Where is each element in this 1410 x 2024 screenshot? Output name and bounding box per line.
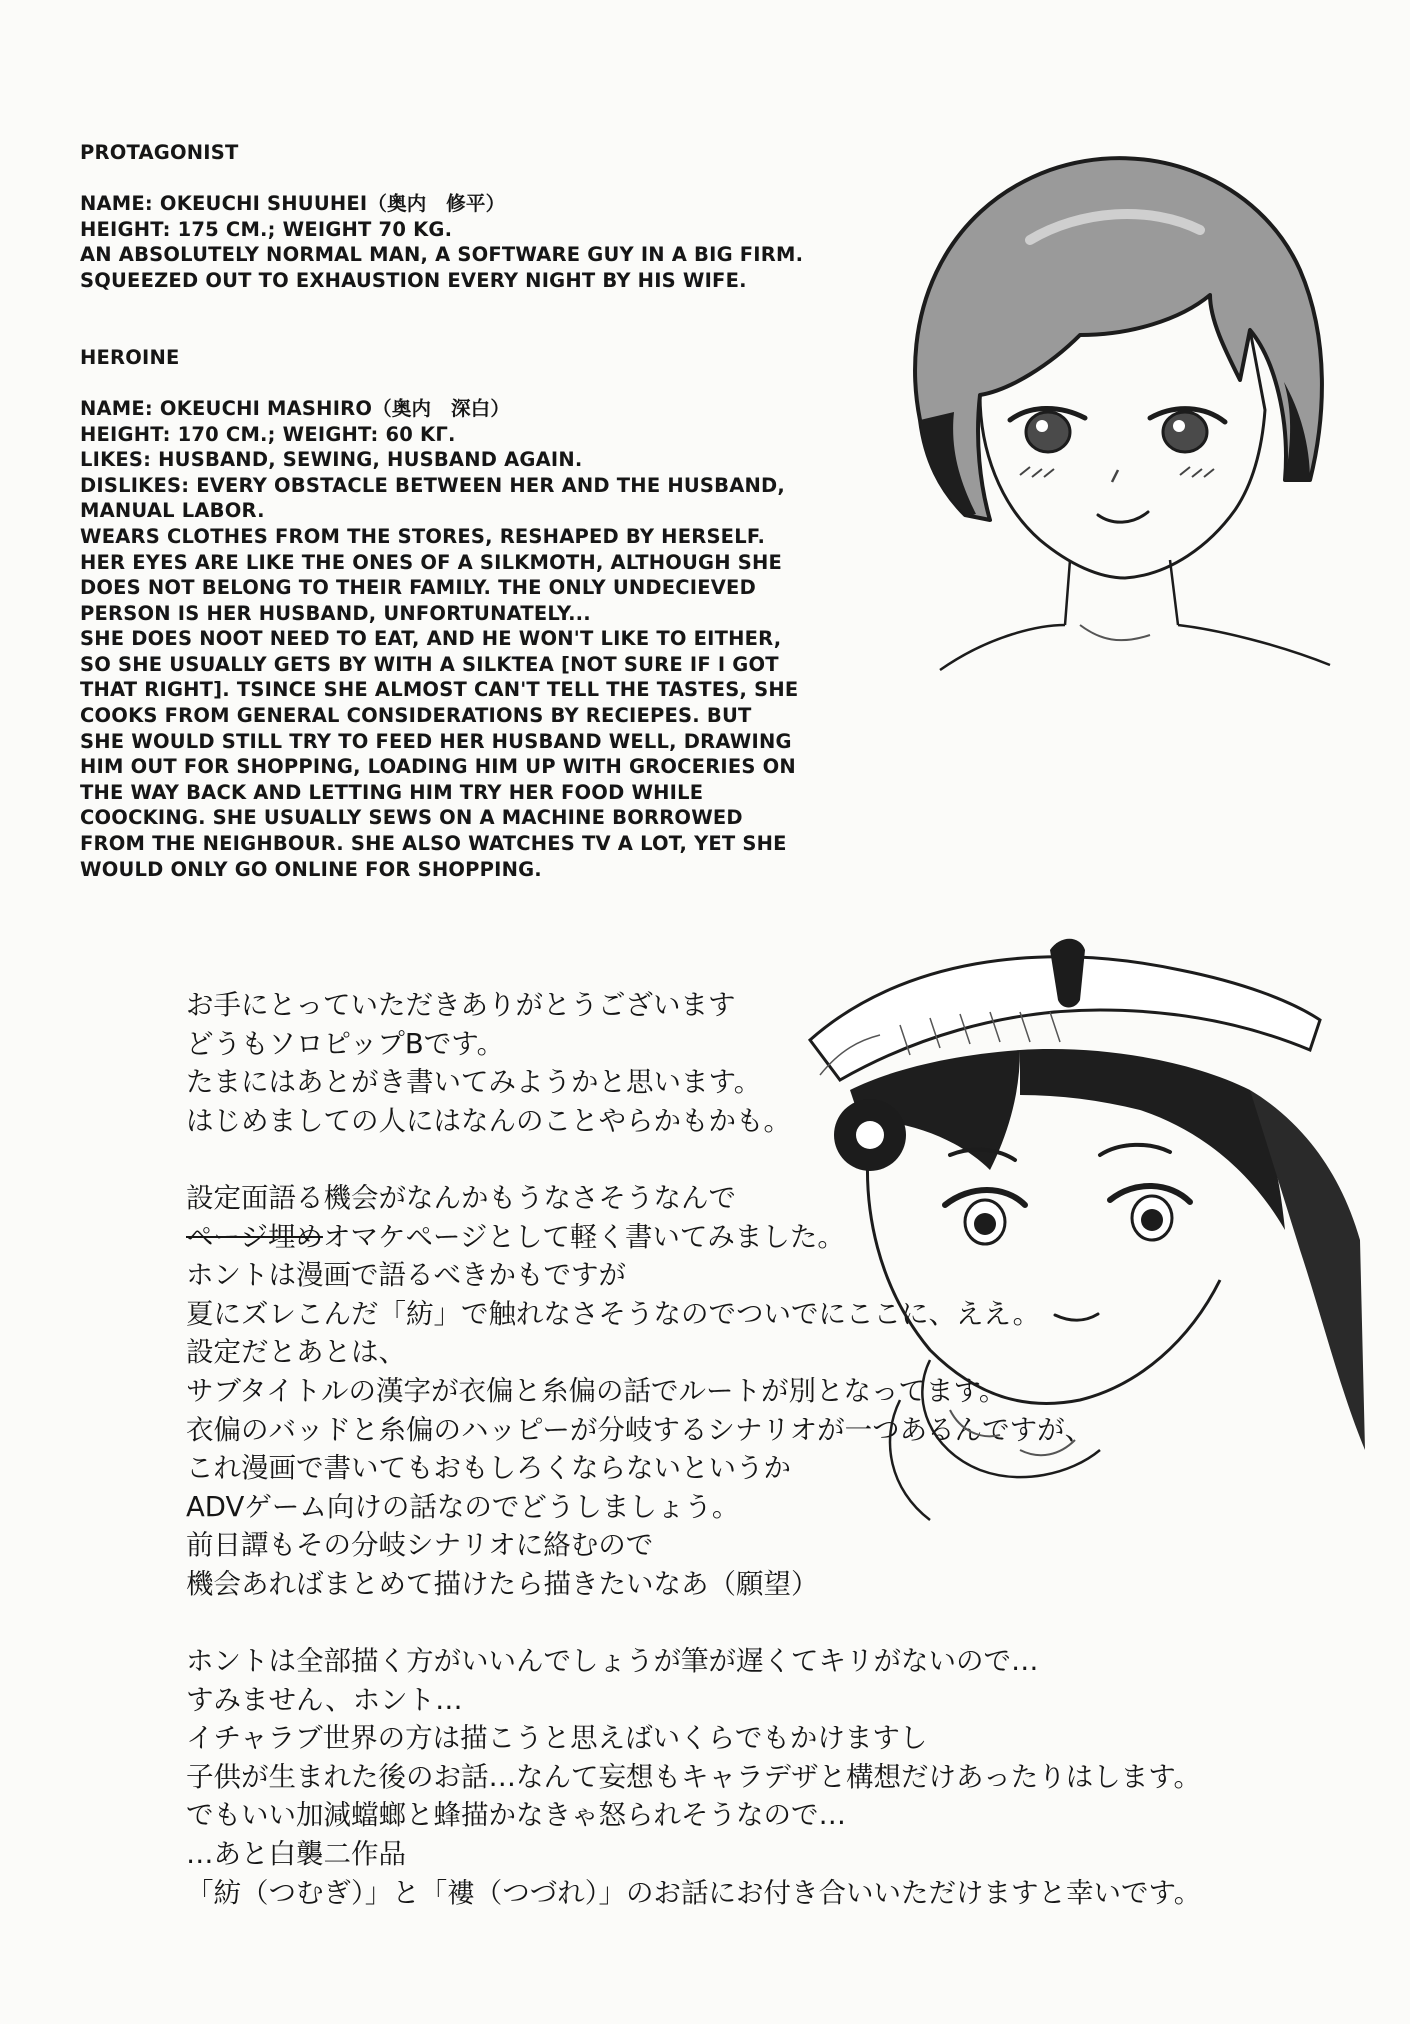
afterword-line: 機会あればまとめて描けたら描きたいなあ（願望） <box>186 1567 819 1600</box>
heroine-heading: HEROINE <box>80 345 180 369</box>
afterword-line: サブタイトルの漢字が衣偏と糸偏の話でルートが別となってます。 <box>186 1374 1007 1407</box>
heroine-description-line: WEARS CLOTHES FROM THE STORES, RESHAPED BY HERSELF. <box>80 524 766 548</box>
heroine-description-line: THE WAY BACK AND LETTING HIM TRY HER FOOD WHILE <box>80 780 704 804</box>
afterword-line: お手にとっていただきありがとうございます <box>186 989 736 1021</box>
heroine-dislikes: DISLIKES: EVERY OBSTACLE BETWEEN HER AND THE HUSBAND, <box>80 473 786 497</box>
afterword-line: 夏にズレこんだ「紡」で触れなさそうなのでついでにここに、ええ。 <box>186 1297 1041 1330</box>
afterword-line: 設定だとあとは、 <box>186 1336 406 1369</box>
afterword-line: …あと白襲二作品 <box>186 1838 406 1871</box>
heroine-description-line: PERSON IS HER HUSBAND, UNFORTUNATELY... <box>80 601 591 625</box>
afterword-line: はじめましての人にはなんのことやらかもかも。 <box>186 1104 791 1137</box>
afterword-line: ADVゲーム向けの話なのでどうしましょう。 <box>186 1490 740 1523</box>
struck-text: ページ埋め <box>186 1220 323 1253</box>
heroine-description-line: HIM OUT FOR SHOPPING, LOADING HIM UP WITH GROCERIES ON <box>80 755 796 779</box>
afterword-line: 衣偏のバッドと糸偏のハッピーが分岐するシナリオが一つあるんですが、 <box>186 1413 1093 1446</box>
heroine-description-line: THAT RIGHT]. TSINCE SHE ALMOST CAN'T TELL THE TASTES, SHE <box>80 678 799 702</box>
afterword-line: ホントは漫画で語るべきかもですが <box>186 1259 626 1292</box>
heroine-description-line: FROM THE NEIGHBOUR. SHE ALSO WATCHES TV A LOT, YET SHE <box>80 832 787 856</box>
afterword-line: 「紡（つむぎ）」と「褸（つづれ）」のお話にお付き合いいただけますと幸いです。 <box>186 1876 1202 1909</box>
afterword-line: これ漫画で書いてもおもしろくならないというか <box>186 1452 791 1485</box>
author-character-sketch <box>780 930 1380 1550</box>
afterword-line: 前日譚もその分岐シナリオに絡むので <box>186 1529 654 1562</box>
afterword-line: イチャラブ世界の方は描こうと思えばいくらでもかけますし <box>186 1722 928 1755</box>
protagonist-description-line: SQUEEZED OUT TO EXHAUSTION EVERY NIGHT BY HIS WIFE. <box>80 268 747 292</box>
afterword-line: 設定面語る機会がなんかもうなさそうなんで <box>186 1181 736 1214</box>
protagonist-name: NAME: OKEUCHI SHUUHEI（奥内 修平） <box>80 192 506 216</box>
heroine-name: NAME: OKEUCHI MASHIRO（奥内 深白） <box>80 396 511 420</box>
protagonist-description-line: AN ABSOLUTELY NORMAL MAN, A SOFTWARE GUY IN A BIG FIRM. <box>80 243 804 267</box>
character-profiles <box>80 140 900 882</box>
afterword-line: ホントは全部描く方がいいんでしょうが筆が遅くてキリがないので… <box>186 1645 1039 1678</box>
protagonist-heading: PROTAGONIST <box>80 141 239 164</box>
heroine-portrait <box>880 120 1350 680</box>
heroine-description-line: WOULD ONLY GO ONLINE FOR SHOPPING. <box>80 857 542 881</box>
heroine-dislikes: MANUAL LABOR. <box>80 499 265 523</box>
heroine-likes: LIKES: HUSBAND, SEWING, HUSBAND AGAIN. <box>80 448 583 472</box>
protagonist-height-weight: HEIGHT: 175 CM.; WEIGHT 70 KG. <box>80 217 453 241</box>
heroine-description-line: SHE WOULD STILL TRY TO FEED HER HUSBAND WELL, DRAWING <box>80 729 792 753</box>
heroine-description-line: HER EYES ARE LIKE THE ONES OF A SILKMOTH, ALTHOUGH SHE <box>80 550 783 574</box>
afterword-line: たまにはあとがき書いてみようかと思います。 <box>186 1066 762 1099</box>
afterword-line: 子供が生まれた後のお話…なんて妄想もキャラデザと構想だけあったりはします。 <box>186 1760 1202 1793</box>
heroine-description-line: DOES NOT BELONG TO THEIR FAMILY. THE ONLY UNDECIEVED <box>80 576 756 600</box>
heroine-height-weight: HEIGHT: 170 CM.; WEIGHT: 60 KΓ. <box>80 422 456 446</box>
afterword-line: でもいい加減蟷螂と蜂描かなきゃ怒られそうなので… <box>186 1799 846 1832</box>
afterword-line-rest: オマケページとして軽く書いてみました。 <box>322 1220 845 1253</box>
heroine-description-line: SO SHE USUALLY GETS BY WITH A SILKTEA [NOT SURE IF I GOT <box>80 652 779 676</box>
afterword-line: どうもソロピップBです。 <box>186 1027 505 1060</box>
heroine-description-line: COOCKING. SHE USUALLY SEWS ON A MACHINE BORROWED <box>80 806 743 830</box>
afterword-line: すみません、ホント… <box>186 1683 463 1716</box>
heroine-description-line: SHE DOES NOOT NEED TO EAT, AND HE WON'T LIKE TO EITHER, <box>80 627 782 651</box>
heroine-description-line: COOKS FROM GENERAL CONSIDERATIONS BY RECIEPES. BUT <box>80 704 752 728</box>
